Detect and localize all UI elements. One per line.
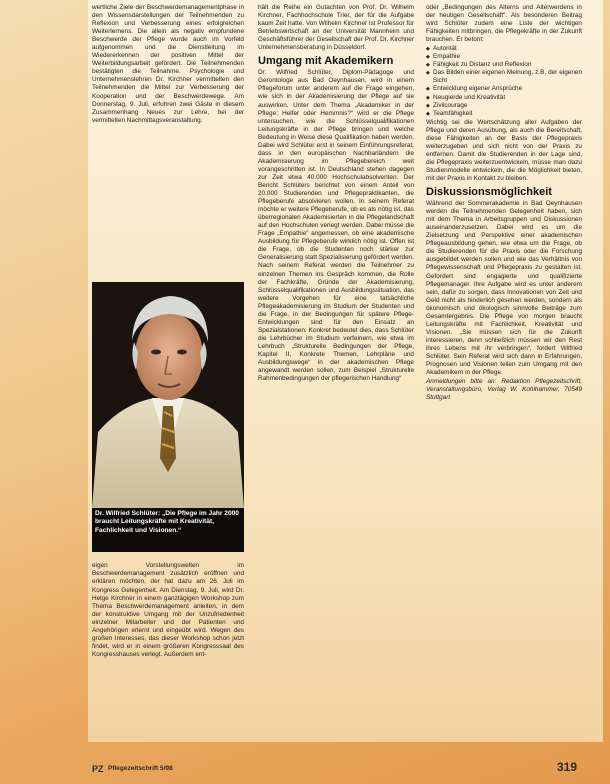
- col3-mid-text: Wichtig sei die Wertschätzung aller Aufgaben der Pflege und deren Ausübung, als auch die Bereitschaft, diese Fähigkeiten an der Basis der Pflegepraxis weiterzugeben und sich nicht von der Praxis zu entfernen. Damit die Studierenden in der Lage sind, die Pflegepraxis weiterzuentwickeln, müsse man dazu Studienmodelle entwickeln, die die Möglichkeit bieten, mit der Praxis in Kontakt zu bleiben.: [426, 118, 582, 182]
- portrait-photo: [92, 282, 244, 508]
- col2-top-text: hält die Reihe ein Gutachten von Prof. Dr. Wilhelm Kirchner, Fachhochschule Trier, der für die Aufgabe kaum Zeit hatte. Von Wilhelm Kirchner ist Professor für Betriebswirtschaft an der Universität Mannheim und Geschäftsführer der Gesellschaft der Prof. Dr. Kirchner Unternehmensberatung in Düsseldorf.: [258, 4, 414, 52]
- list-item: ◆ Neugierde und Kreativität: [426, 94, 582, 102]
- list-item: ◆ Entwicklung eigener Ansprüche: [426, 85, 582, 93]
- list-item: ◆ Zivilcourage: [426, 102, 582, 110]
- qualities-list: [426, 45, 582, 117]
- photo-caption: Dr. Wilfried Schlüter: „Die Pflege im Jahr 2000 braucht Leitungskräfte mit Kreativität, Fachlichkeit und Visionen.“: [92, 508, 244, 552]
- registration-note: Anmeldungen bitte an: Redaktion Pflegezeitschrift, Veranstaltungsbüro, Verlag W. Kohlhammer, 70549 Stuttgart: [426, 378, 582, 402]
- list-item: ◆ Das Bilden einer eigenen Meinung, z.B. der eigenen Sicht: [426, 69, 582, 85]
- section-heading-akademiker: Umgang mit Akademikern: [258, 55, 394, 68]
- portrait-illustration: [92, 282, 244, 508]
- list-item: ◆ Empathie: [426, 53, 582, 61]
- journal-logo: PZ: [92, 764, 104, 774]
- column-2: [258, 4, 414, 384]
- column-1-bottom: [92, 556, 244, 665]
- list-item: ◆ Fähigkeit zu Distanz und Reflexion: [426, 61, 582, 69]
- page-number: 319: [557, 760, 578, 774]
- list-item: ◆ Teamfähigkeit: [426, 110, 582, 118]
- col1-bottom-text: eigen Vorstellungswelten im Beschwerdemanagement zusätzlich eröffnen und erklären möchten, der hat dazu am 26. Juli im Kongress Gelegenheit. Am Dienstag, 9. Juli, wird Dr. Helge Kirchner in einem ganztägigen Workshop zum Thema Beschwerdemanagement anleiten, in dem der konstruktive Umgang mit der Unzufriedenheit einzelner Mitarbeiter und der Patienten und Angehörigen erlernt und eingeübt wird. Wegen des großen Interesses, das dieser Workshop schon jetzt findet, wird er in einem größeren Kongresssaal des Kongresshauses verlegt. Außerdem ent-: [92, 562, 244, 658]
- section-heading-diskussion: Diskussionsmöglichkeit: [426, 186, 552, 199]
- col3-top-text: oder „Bedingungen des Alterns und Alterwerdens in der heutigen Gesellschaft“. Als besonderen Beitrag wird Schlüter zudem eine Liste der wichtigen Fähigkeiten mitbringen, die Pflegekräfte in der Zukunft brauchen. Er betont:: [426, 4, 582, 44]
- col3-body-text: Während der Sommerakademie in Bad Oeynhausen werden die Teilnehmenden Gelegenheit haben, sich mit dem Thema in Arbeitsgruppen und Diskussionen auseinanderzusetzen. Dabei wird es um die Zielsetzung und Perspektive einer akademischen Pflegeausbildung gehen, wie etwa um die Frage, ob die Studierenden für die Praxis oder die Forschung ausgebildet werden sollen und wie das Verhältnis von Pflegewissenschaft und Pflegepraxis zu gestalten ist. Gefordert sind engagierte und qualifizierte Pflegemanager. Ihre Aufgabe wird es unter anderem sein, dafür zu sorgen, dass Innovationen von Zeit und Geld nicht als hinderlich gesehen werden, sondern als ökonomisch und ökologisch sinnvolle Beiträge zum Gesamtergebnis. Die Pflege von morgen braucht Leitungskräfte mit Fachlichkeit, Kreativität und Visionen. „Sie müssen sich für die Zukunft interessieren, denn schließlich müssen wir den Rest ihres Lebens mit ihr verbringen“, fordert Wilfried Schlüter. Sein Referat wird sich dann in Erfahrungen, Prognosen und Visionen teilen zum Umgang mit den Akademikern in der Pflege.: [426, 200, 582, 377]
- column-1-top: [92, 4, 244, 126]
- col1-top-text: wertliche Ziele der Beschwerdemanagementphase in den Wissensdarstellungen der Teilnehmenden zu Reflexion und Verbesserung eines erfolgreichen Weiterlernens. Die allein als negativ empfundene Beschwerde der Pflege wurde auch im Vorfeld aufgenommen und die Dienstleitung im Wiedererkennen der positiven Mittel der Weiterbildungsarbeit gefördert. Die Teilnehmenden bestätigten die Teilnahme. Psychologie und Unternehmenslehren Dr. Kirchner vermittelten den Teilnehmenden die Mittel zur Verbesserung der Kooperation und der Beschwerdewege. Am Donnerstag, 9. Juli, erfuhren zwei Gäste in diesem Zusammenhang Neues zur Lehre, bei der vermittelten Nachmittagsveranstaltung.: [92, 4, 244, 124]
- list-item: ◆ Autorität: [426, 45, 582, 53]
- col2-body-text: Dr. Wilfried Schlüter, Diplom-Pädagoge und Gerontologe aus Bad Oeynhausen, wird in einem Pflegeforum unter anderem auf die Frage eingehen, wie sich in der Akademisierung der Pflege auf sie auswirken. Unter dem Thema „Akademiker in der Pflege: Helfer oder Hemmnis?“ wird er die Pflege untersuchen, wie die Schlüsselqualifikationen Leitungskräfte in der Pflege bringen und welche Bedeutung in Weise diese Qualifikation haben werden. Dabei wird Schlüter erst in seinem Einführungsreferat, dass in den europäischen Nachbarländern die Akademisierung im Pflegebereich weit vorangeschritten ist. In Deutschland stehen dagegen zur Zeit etwa 40.000 Hochschulabsolventen. Der Bericht Schlüters berichtet von einem Anteil von 20.000 Studierenden und Pflegepraktikanten, die Pflegeberufe absolvieren wollen. In seinem Referat möchte er weitere Pflegeberufe, ob es als nötig ist, das überregionalen Akademisierten in die Pflegelandschaft auf den Hochschulen verlegt werden. Dabei müsse die Frage „Empathie“ angemessen, ob eine akademische Ausbildung für Pflegeberufe wirklich nötig ist. Offen ist die Frage, ob die Studenten noch stärker zur Generalisierung statt Spezialisierung gefördert werden. Nach seinem Referat werden die Teilnehmer zu einzelnen Themen ins Gespräch kommen, die Rolle der Fachkräfte, Gründe der Akademisierung, Schlüsselqualifikationen und Ausbildungssituation, das weitere Vorgehen für eine tatsächliche Pflegeakademisierung im Studium der Studenten und die Frage, in der Bedingungen für spätere Pflege-Entwicklungen sind für den Einsatz an Spezialstationen. Konkret bedeutet dies, dass Schlüter die Lehrbücher im Studium verfeinern, wie etwa im Lehrbuch „Strukturelle Bedingungen der Pflege, Kapitel II, Konkrete Themen, Lehrpläne und Ausbildungswege“ in der akademischen Pflege angewandt werden sollen, zum Beispiel „Strukturelle Rahmenbedingungen der pflegerischen Handlung“: [258, 69, 414, 383]
- journal-issue: Pflegezeitschrift 5/98: [108, 765, 173, 772]
- column-3: [426, 4, 582, 403]
